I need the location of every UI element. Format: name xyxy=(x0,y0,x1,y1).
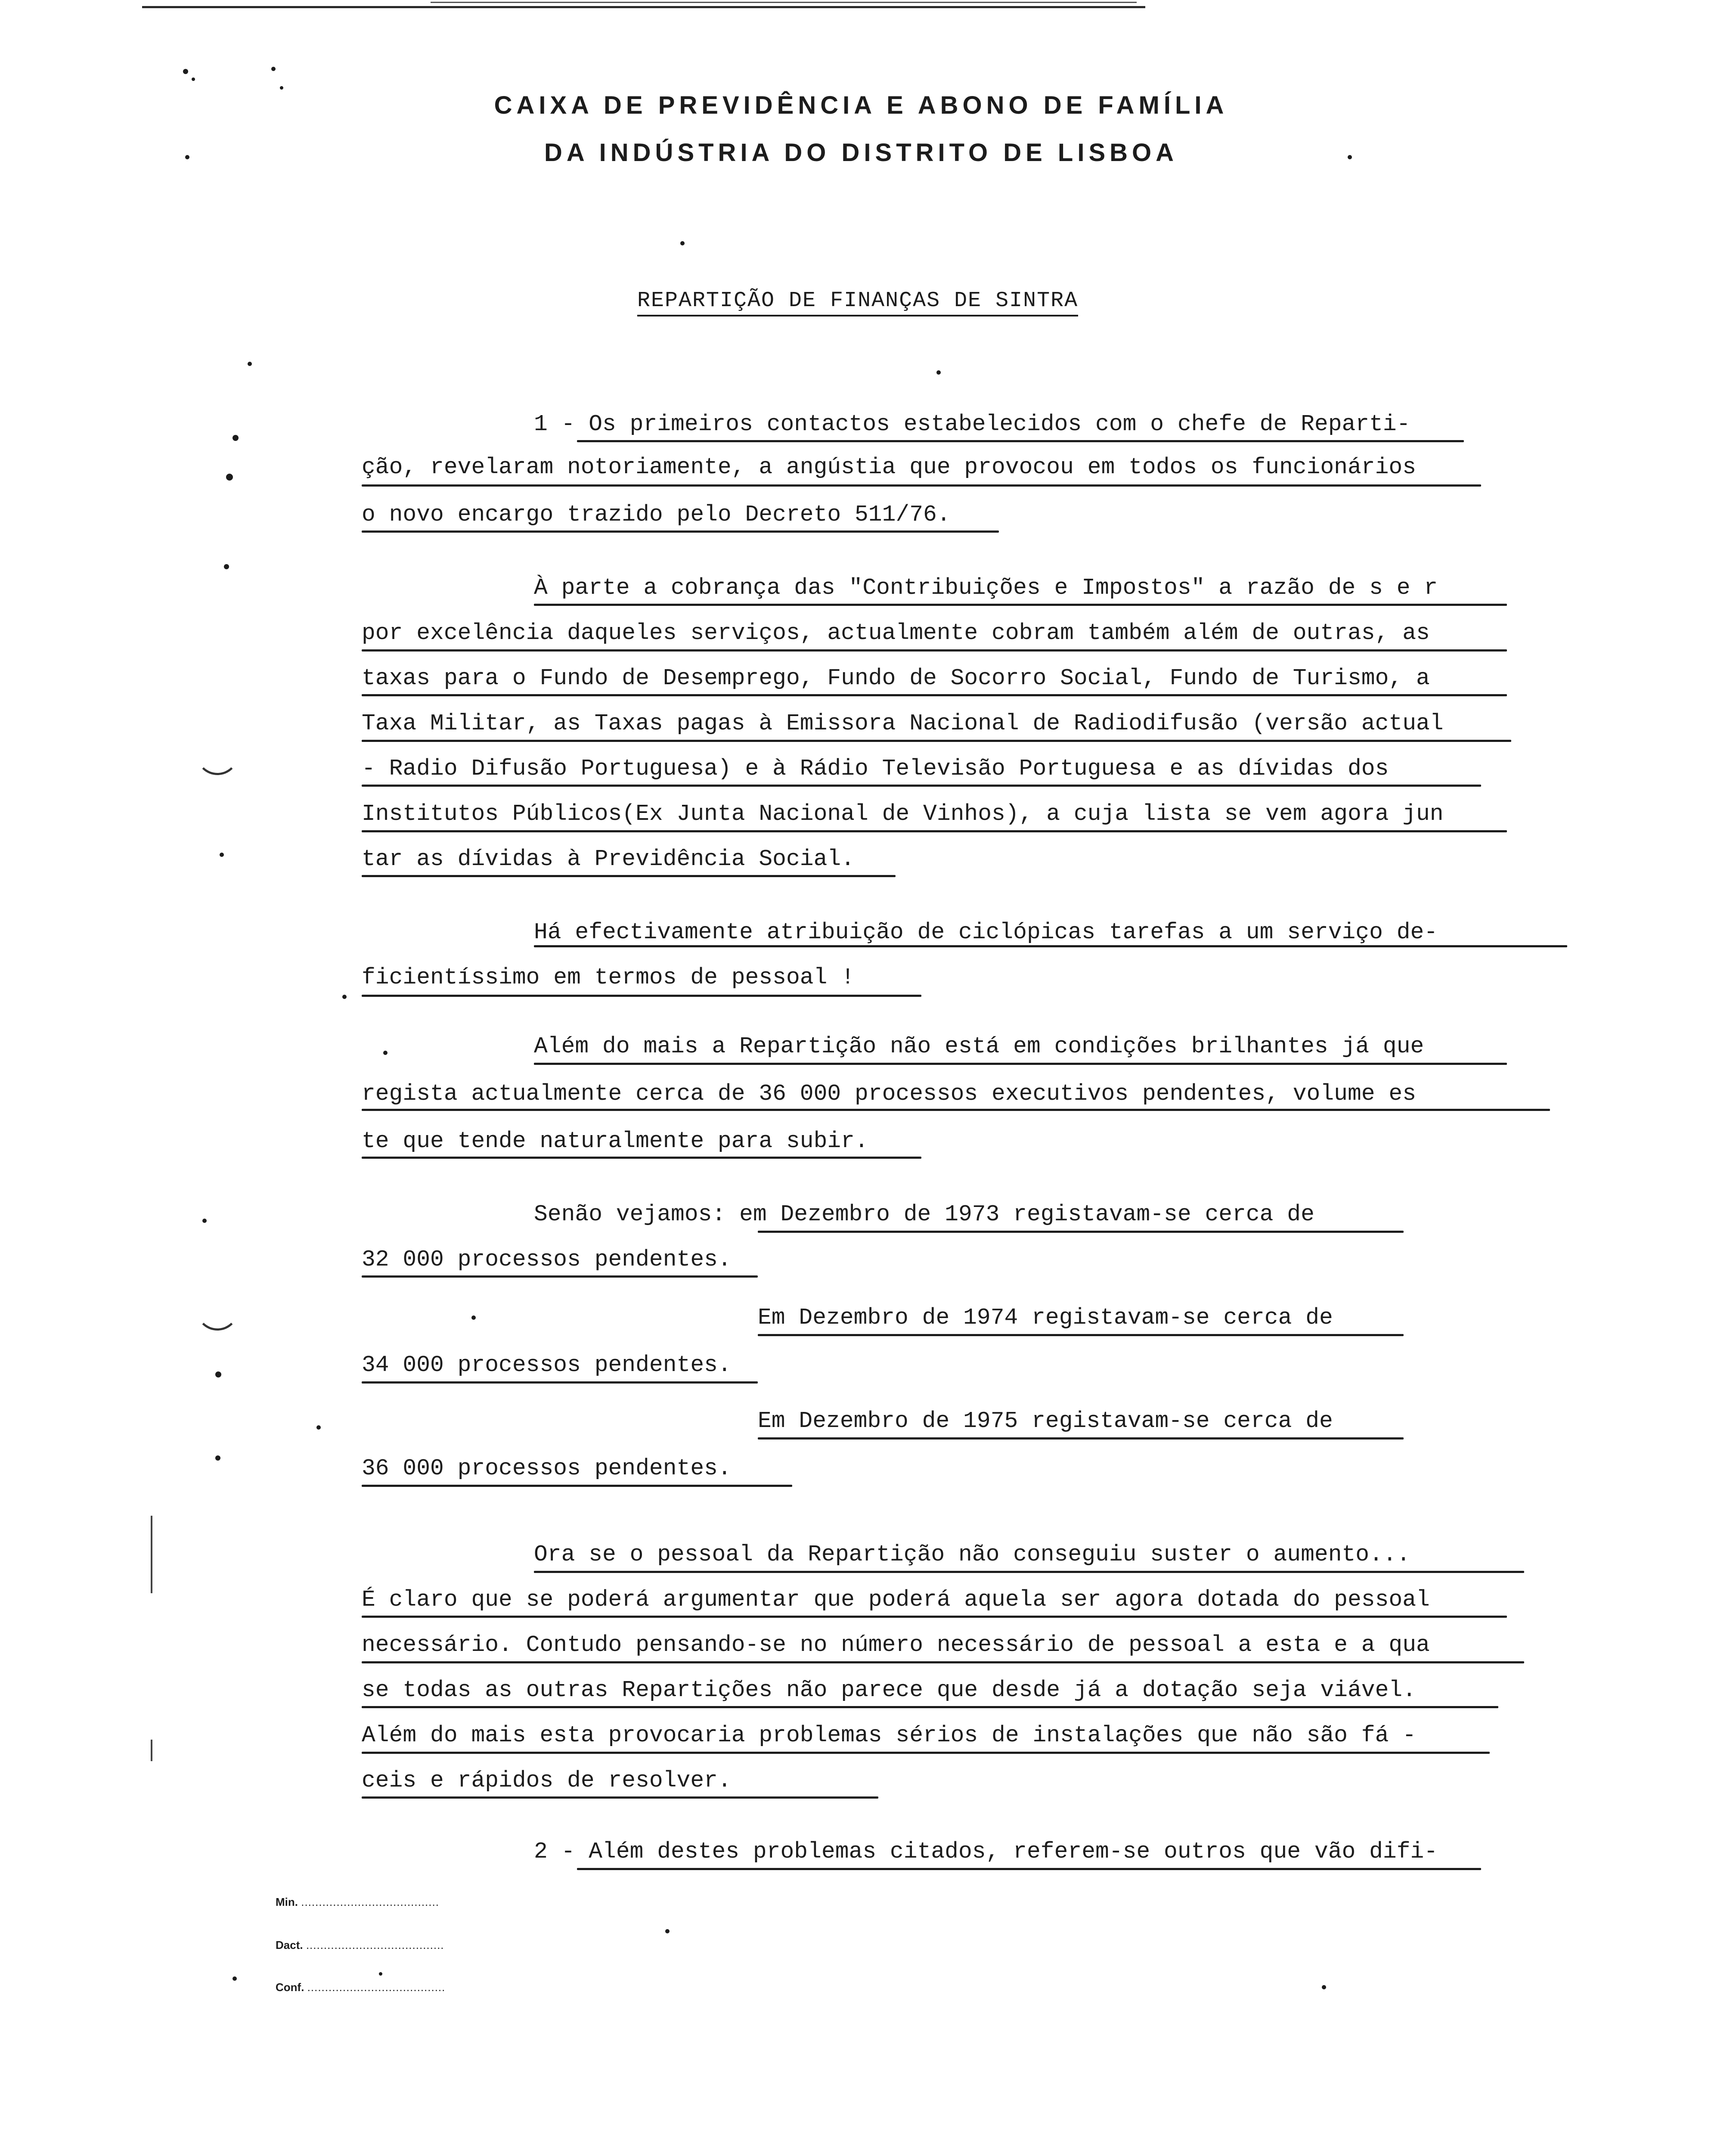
body-line: se todas as outras Repartições não parece que desde já a dotação seja viável. xyxy=(362,1677,1416,1703)
top-rule xyxy=(142,6,1145,8)
scan-speck xyxy=(665,1929,670,1933)
underline xyxy=(362,1485,792,1487)
underline xyxy=(362,649,1507,651)
underline xyxy=(534,1063,1507,1065)
scan-speck xyxy=(185,155,189,159)
stamp-dots: ....................................... xyxy=(307,1981,446,1994)
body-line: regista actualmente cerca de 36 000 processos executivos pendentes, volume es xyxy=(362,1081,1416,1107)
body-line: 36 000 processos pendentes. xyxy=(362,1455,732,1481)
body-line: ção, revelaram notoriamente, a angústia que provocou em todos os funcionários xyxy=(362,454,1416,480)
body-line: 2 - Além destes problemas citados, referem-se outros que vão difi- xyxy=(534,1839,1438,1864)
underline xyxy=(534,945,1567,947)
body-line: 32 000 processos pendentes. xyxy=(362,1247,732,1272)
underline xyxy=(362,1275,758,1278)
stamp-dots: ....................................... xyxy=(301,1896,439,1908)
underline xyxy=(534,604,1507,606)
punch-hole-mark xyxy=(196,732,239,775)
underline xyxy=(758,1231,1404,1233)
body-line: necessário. Contudo pensando-se no número necessário de pessoal a esta e a qua xyxy=(362,1632,1430,1658)
org-name-line2: DA INDÚSTRIA DO DISTRITO DE LISBOA xyxy=(544,139,1178,167)
underline xyxy=(362,1616,1507,1618)
body-line: Em Dezembro de 1974 registavam-se cerca de xyxy=(758,1305,1333,1331)
underline xyxy=(758,1334,1404,1336)
stamp-min xyxy=(276,1896,439,1909)
underline xyxy=(758,1437,1404,1439)
body-line: ficientíssimo em termos de pessoal ! xyxy=(362,965,855,990)
stamp-conf-label: Conf. xyxy=(276,1981,304,1994)
body-line: Institutos Públicos(Ex Junta Nacional de Vinhos), a cuja lista se vem agora jun xyxy=(362,801,1444,827)
body-line: tar as dívidas à Previdência Social. xyxy=(362,846,855,872)
scan-speck xyxy=(232,1976,237,1981)
underline xyxy=(362,1109,1550,1111)
scan-speck xyxy=(183,69,188,74)
org-name-line1: CAIXA DE PREVIDÊNCIA E ABONO DE FAMÍLIA xyxy=(494,91,1228,119)
scan-speck xyxy=(202,1219,207,1223)
body-line: Senão vejamos: em Dezembro de 1973 registavam-se cerca de xyxy=(534,1201,1314,1227)
body-line: Em Dezembro de 1975 registavam-se cerca de xyxy=(758,1408,1333,1434)
punch-hole-mark xyxy=(196,1287,239,1331)
scan-speck xyxy=(232,435,239,441)
scan-speck xyxy=(215,1455,220,1461)
body-line: ceis e rápidos de resolver. xyxy=(362,1768,732,1793)
body-line: - Radio Difusão Portuguesa) e à Rádio Televisão Portuguesa e as dívidas dos xyxy=(362,756,1389,782)
document-title: REPARTIÇÃO DE FINANÇAS DE SINTRA xyxy=(637,289,1078,316)
underline xyxy=(362,830,1507,832)
margin-mark xyxy=(151,1516,152,1593)
body-line: por excelência daqueles serviços, actualmente cobram também além de outras, as xyxy=(362,620,1430,646)
body-line: o novo encargo trazido pelo Decreto 511/76. xyxy=(362,502,951,527)
underline xyxy=(362,875,896,877)
underline xyxy=(362,995,921,997)
underline xyxy=(362,484,1481,487)
scan-speck xyxy=(220,853,224,857)
stamp-conf xyxy=(276,1981,445,1994)
body-line: Além do mais a Repartição não está em condições brilhantes já que xyxy=(534,1033,1424,1059)
body-line: Além do mais esta provocaria problemas sérios de instalações que não são fá - xyxy=(362,1722,1416,1748)
stamp-dots: ....................................... xyxy=(306,1939,444,1951)
underline xyxy=(362,740,1511,742)
underline xyxy=(577,440,1464,442)
body-line: Taxa Militar, as Taxas pagas à Emissora Nacional de Radiodifusão (versão actual xyxy=(362,710,1444,736)
scan-speck xyxy=(1322,1985,1326,1989)
body-line: 1 - Os primeiros contactos estabelecidos com o chefe de Reparti- xyxy=(534,411,1410,437)
underline xyxy=(362,1796,878,1799)
scan-speck xyxy=(226,474,233,481)
scan-speck xyxy=(316,1425,321,1430)
underline xyxy=(362,1381,758,1384)
scan-speck xyxy=(383,1051,388,1055)
margin-mark xyxy=(151,1740,152,1761)
underline xyxy=(534,1571,1524,1573)
body-line: 34 000 processos pendentes. xyxy=(362,1352,732,1378)
scan-speck xyxy=(936,370,941,375)
scan-speck xyxy=(379,1972,382,1976)
top-rule-secondary xyxy=(431,2,1137,3)
underline xyxy=(362,1157,921,1159)
scan-speck xyxy=(248,362,252,366)
stamp-dact xyxy=(276,1939,444,1952)
body-line: Ora se o pessoal da Repartição não conseguiu suster o aumento... xyxy=(534,1542,1410,1567)
underline xyxy=(362,530,999,533)
scan-speck xyxy=(192,78,195,81)
stamp-dact-label: Dact. xyxy=(276,1939,303,1951)
body-line: taxas para o Fundo de Desemprego, Fundo de Socorro Social, Fundo de Turismo, a xyxy=(362,665,1430,691)
scan-speck xyxy=(1348,155,1352,159)
body-line: À parte a cobrança das "Contribuições e Impostos" a razão de s e r xyxy=(534,575,1438,601)
body-line: É claro que se poderá argumentar que poderá aquela ser agora dotada do pessoal xyxy=(362,1587,1430,1613)
letterhead xyxy=(388,82,1335,177)
scan-speck xyxy=(280,86,283,90)
scan-speck xyxy=(342,995,347,999)
underline xyxy=(362,1752,1490,1754)
underline xyxy=(362,1706,1498,1708)
body-line: te que tende naturalmente para subir. xyxy=(362,1128,868,1154)
scan-speck xyxy=(215,1371,221,1377)
underline xyxy=(362,1661,1524,1663)
scan-speck xyxy=(680,241,685,245)
body-line: Há efectivamente atribuição de ciclópicas tarefas a um serviço de- xyxy=(534,919,1438,945)
underline xyxy=(362,694,1507,696)
scan-speck xyxy=(224,564,229,569)
scan-speck xyxy=(471,1315,476,1320)
stamp-min-label: Min. xyxy=(276,1896,298,1908)
scan-speck xyxy=(271,67,276,71)
underline xyxy=(362,785,1481,787)
underline xyxy=(577,1868,1481,1870)
